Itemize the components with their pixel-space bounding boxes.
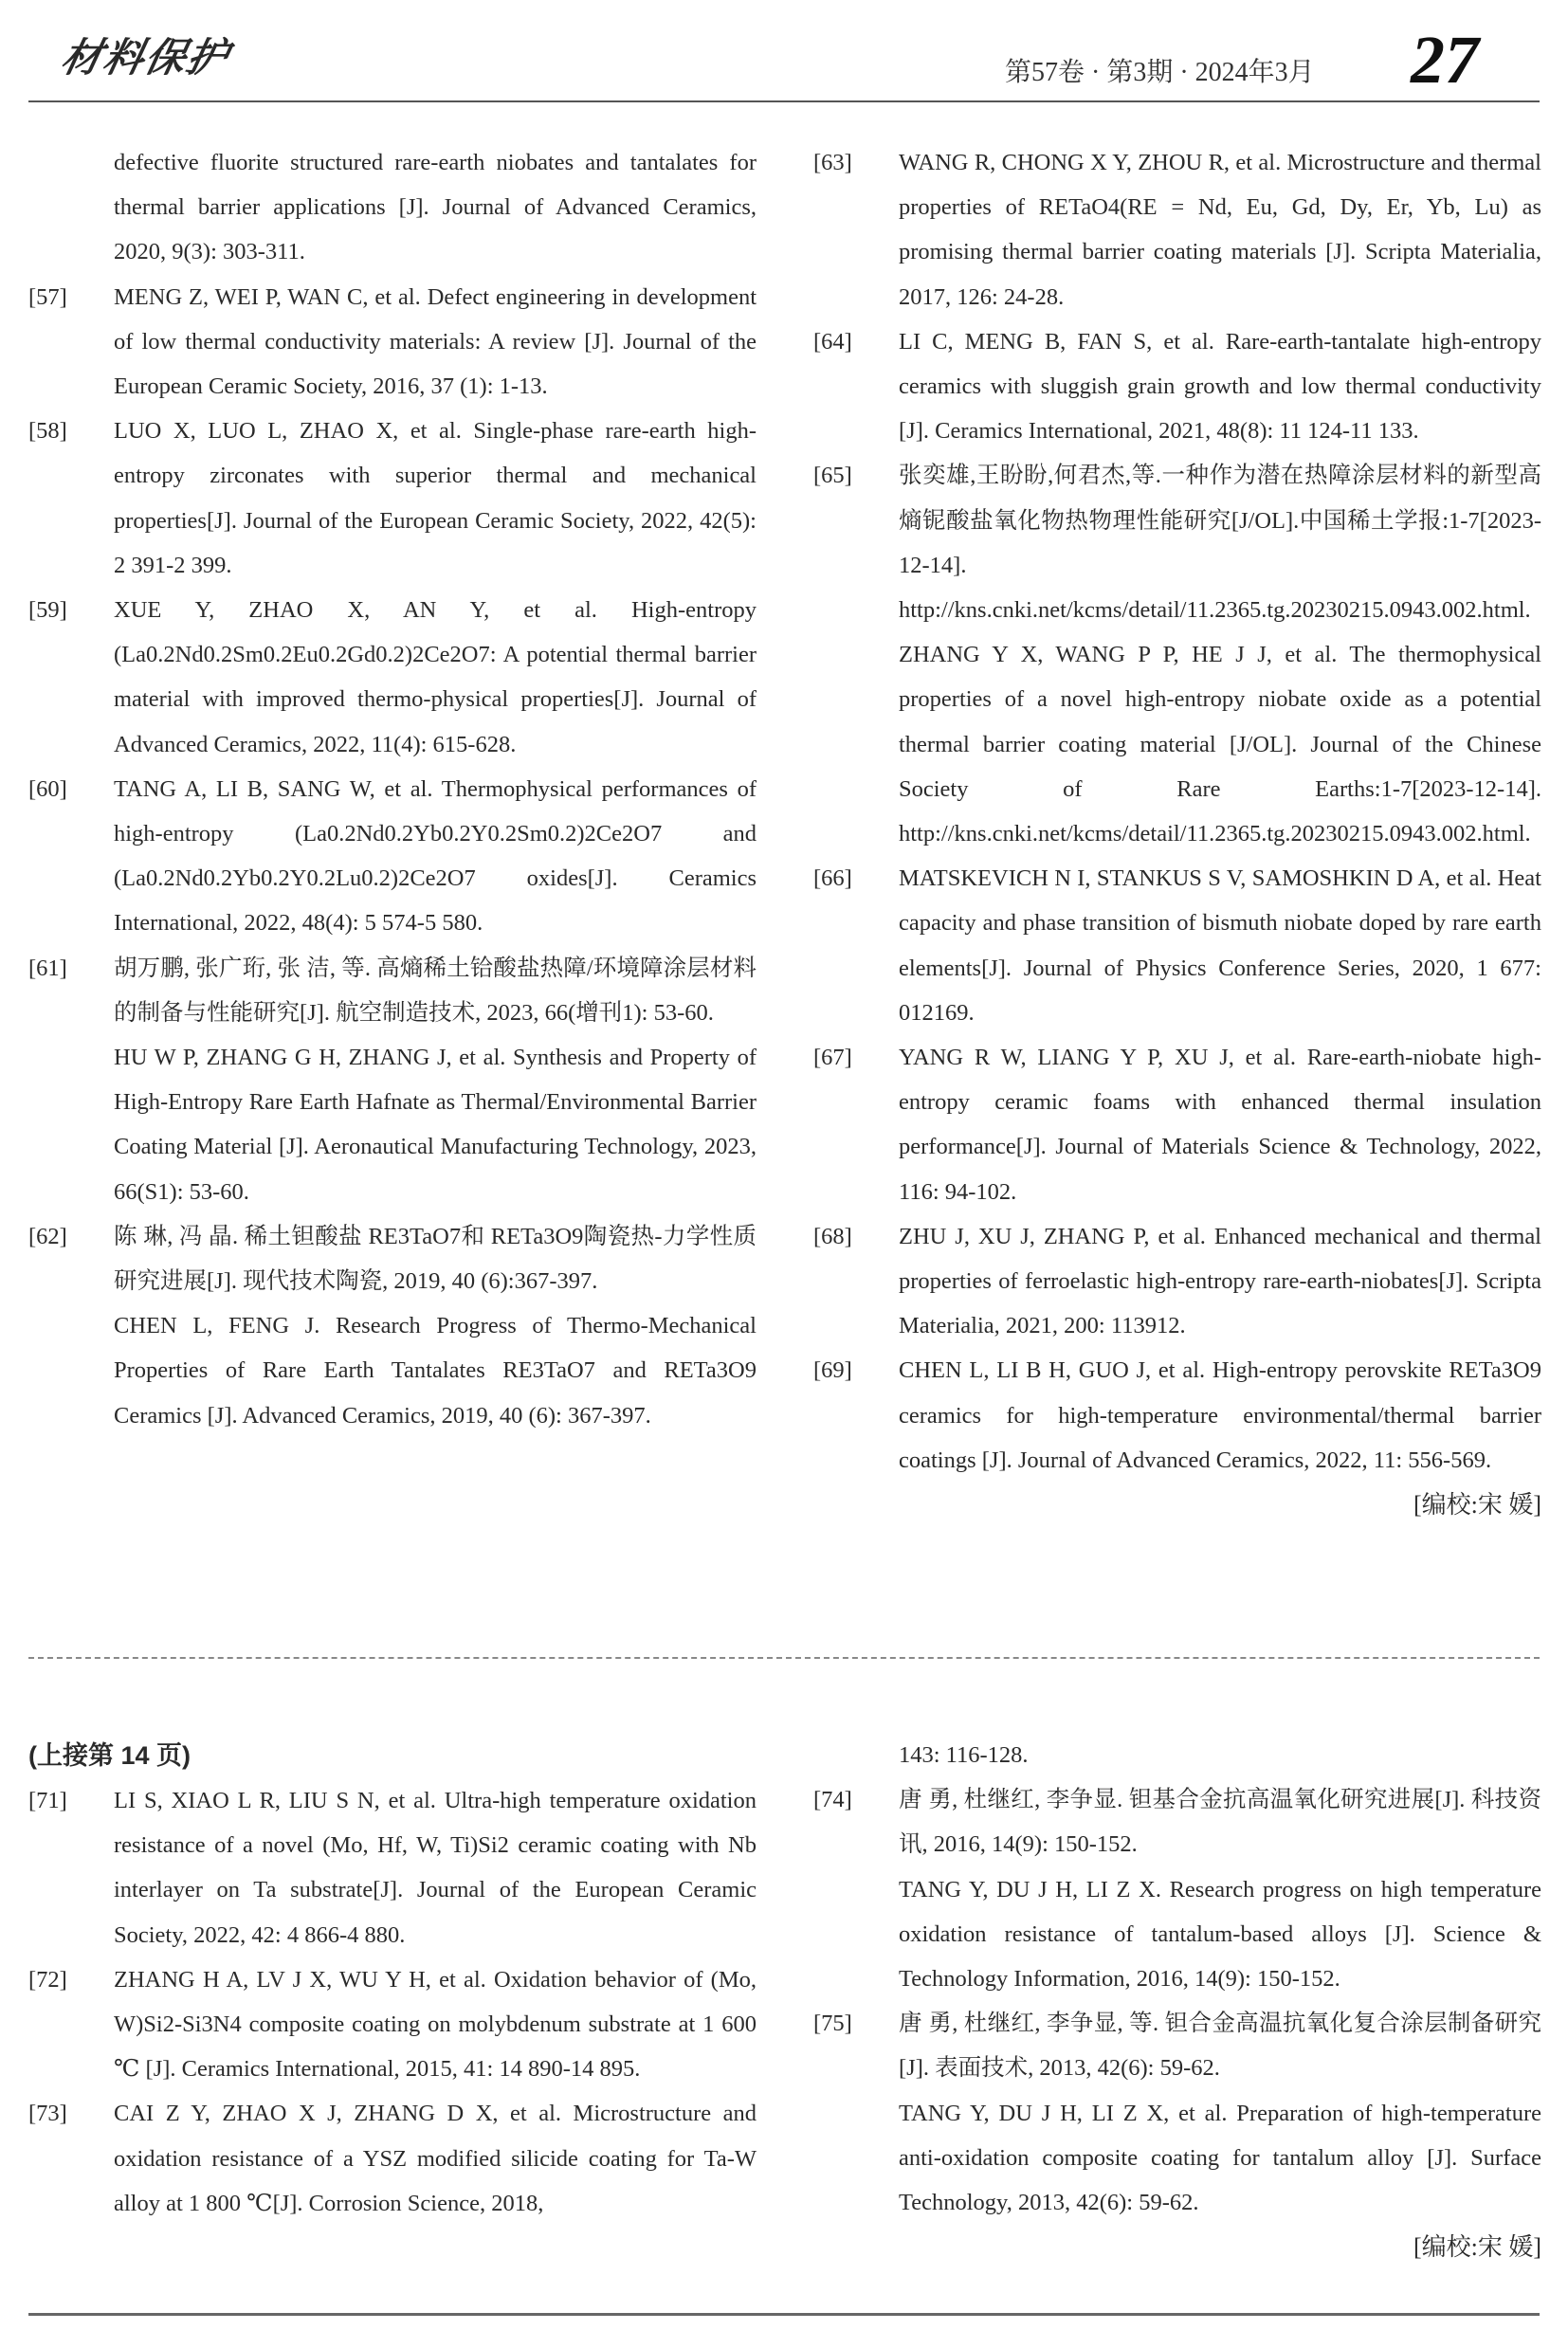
reference-continuation: defective fluorite structured rare-earth niobates and tantalates for thermal barrier applications [J]. Journal of Advanced Ceramics, 2020, 9(3): 303-311.	[114, 150, 757, 265]
reference-number: [73]	[28, 2101, 67, 2127]
reference-number: [67]	[813, 1045, 852, 1071]
editor-note: [编校:宋 媛]	[1413, 1491, 1541, 1520]
reference-number: [66]	[813, 865, 852, 892]
reference-75-english: TANG Y, DU J H, LI Z X, et al. Preparation of high-temperature anti-oxidation composite coating for tantalum alloy [J]. Surface Technology, 2013, 42(6): 59-62.	[899, 2100, 1541, 2216]
header-rule	[28, 100, 1540, 102]
page-header	[0, 0, 1568, 104]
reference-text: MATSKEVICH N I, STANKUS S V, SAMOSHKIN D A, et al. Heat capacity and phase transition of bismuth niobate doped by rare earth elements[J]. Journal of Physics Conference Series, 2020, 1 677: 012169.	[899, 865, 1541, 1026]
reference-number: [61]	[28, 955, 67, 981]
reference-64	[813, 319, 1541, 454]
reference-number: [71]	[28, 1788, 67, 1813]
reference-number: [62]	[28, 1223, 67, 1249]
reference-text: XUE Y, ZHAO X, AN Y, et al. High-entropy (La0.2Nd0.2Sm0.2Eu0.2Gd0.2)2Ce2O7: A potential thermal barrier material with improved thermo-physical properties[J]. Journal of Advanced Ceramics, 2022, 11(4): 615-628.	[114, 597, 757, 757]
reference-number: [63]	[813, 150, 852, 175]
reference-number: [57]	[28, 283, 67, 310]
reference-number: [65]	[813, 463, 852, 489]
reference-62	[28, 1214, 757, 1303]
reference-60	[28, 767, 757, 946]
reference-text: CAI Z Y, ZHAO X J, ZHANG D X, et al. Microstructure and oxidation resistance of a YSZ modified silicide coating for Ta-W alloy at 1 800 ℃[J]. Corrosion Science, 2018,	[114, 2101, 757, 2216]
reference-number: [69]	[813, 1357, 852, 1384]
page-number: 27	[1411, 22, 1479, 98]
reference-text: ZHU J, XU J, ZHANG P, et al. Enhanced mechanical and thermal properties of ferroelastic high-entropy rare-earth-niobates[J]. Scripta Materialia, 2021, 200: 113912.	[899, 1223, 1541, 1339]
reference-74	[813, 1777, 1541, 1866]
reference-59	[28, 588, 757, 767]
reference-text: LI C, MENG B, FAN S, et al. Rare-earth-tantalate high-entropy ceramics with sluggish grain growth and low thermal conductivity [J]. Ceramics International, 2021, 48(8): 11 124-11 133.	[899, 328, 1541, 445]
reference-58	[28, 409, 757, 588]
upper-left-column	[28, 140, 757, 1438]
reference-text: MENG Z, WEI P, WAN C, et al. Defect engineering in development of low thermal conductivity materials: A review [J]. Journal of the European Ceramic Society, 2016, 37 (1): 1-13.	[114, 283, 757, 400]
lower-left-column	[28, 1733, 757, 2226]
reference-number: [68]	[813, 1223, 852, 1249]
reference-text: 胡万鹏, 张广珩, 张 洁, 等. 高熵稀土铪酸盐热障/环境障涂层材料的制备与性能研究[J]. 航空制造技术, 2023, 66(增刊1): 53-60.	[114, 955, 757, 1026]
editor-note: [编校:宋 媛]	[1413, 2233, 1541, 2262]
reference-61-english: HU W P, ZHANG G H, ZHANG J, et al. Synthesis and Property of High-Entropy Rare Earth Hafnate as Thermal/Environmental Barrier Coating Material [J]. Aeronautical Manufacturing Technology, 2023, 66(S1): 53-60.	[114, 1045, 757, 1205]
reference-67	[813, 1035, 1541, 1214]
reference-number: [60]	[28, 775, 67, 802]
reference-number: [59]	[28, 597, 67, 624]
footer-rule	[28, 2313, 1540, 2316]
reference-text: ZHANG H A, LV J X, WU Y H, et al. Oxidation behavior of (Mo, W)Si2-Si3N4 composite coating on molybdenum substrate at 1 600 ℃ [J]. Ceramics International, 2015, 41: 14 890-14 895.	[114, 1966, 757, 2083]
reference-65-english: ZHANG Y X, WANG P P, HE J J, et al. The thermophysical properties of a novel high-entropy niobate oxide as a potential thermal barrier coating material [J/OL]. Journal of the Chinese Society of Rare Earths:1-7[2023-12-14]. http://kns.cnki.net/kcms/detail/11.2365.tg.20230215.0943.002.html.	[899, 642, 1541, 847]
reference-68	[813, 1214, 1541, 1349]
reference-text: 唐 勇, 杜继红, 李争显, 等. 钽合金高温抗氧化复合涂层制备研究[J]. 表面技术, 2013, 42(6): 59-62.	[899, 2011, 1541, 2082]
reference-number: [64]	[813, 328, 852, 355]
upper-right-column	[813, 140, 1541, 1527]
reference-62-english: CHEN L, FENG J. Research Progress of Thermo-Mechanical Properties of Rare Earth Tantalates RE3TaO7 and RETa3O9 Ceramics [J]. Advanced Ceramics, 2019, 40 (6): 367-397.	[114, 1313, 757, 1429]
continued-from-heading: (上接第 14 页)	[28, 1741, 191, 1770]
reference-63	[813, 140, 1541, 319]
reference-75	[813, 2001, 1541, 2090]
reference-text: 张奕雄,王盼盼,何君杰,等.一种作为潜在热障涂层材料的新型高熵铌酸盐氧化物热物理性能研究[J/OL].中国稀土学报:1-7[2023-12-14]. http://kns.cnki.net/kcms/detail/11.2365.tg.20230215.0943.002.html.	[899, 463, 1541, 624]
reference-73	[28, 2091, 757, 2226]
reference-74-english: TANG Y, DU J H, LI Z X. Research progress on high temperature oxidation resistance of tantalum-based alloys [J]. Science & Technology Information, 2016, 14(9): 150-152.	[899, 1876, 1541, 1993]
reference-number: [74]	[813, 1787, 852, 1813]
issue-info: 第57卷 · 第3期 · 2024年3月	[1005, 58, 1315, 87]
reference-69	[813, 1348, 1541, 1483]
reference-text: YANG R W, LIANG Y P, XU J, et al. Rare-earth-niobate high-entropy ceramic foams with enhanced thermal insulation performance[J]. Journal of Materials Science & Technology, 2022, 116: 94-102.	[899, 1045, 1541, 1205]
reference-text: CHEN L, LI B H, GUO J, et al. High-entropy perovskite RETa3O9 ceramics for high-temperature environmental/thermal barrier coatings [J]. Journal of Advanced Ceramics, 2022, 11: 556-569.	[899, 1357, 1541, 1473]
reference-71	[28, 1778, 757, 1957]
reference-61	[28, 946, 757, 1035]
reference-72	[28, 1957, 757, 2092]
reference-73-continuation: 143: 116-128.	[899, 1742, 1029, 1768]
reference-text: TANG A, LI B, SANG W, et al. Thermophysical performances of high-entropy (La0.2Nd0.2Yb0.2Y0.2Sm0.2)2Ce2O7 and (La0.2Nd0.2Yb0.2Y0.2Lu0.2)2Ce2O7 oxides[J]. Ceramics International, 2022, 48(4): 5 574-5 580.	[114, 775, 757, 937]
reference-number: [72]	[28, 1966, 67, 1993]
reference-number: [75]	[813, 2011, 852, 2037]
reference-text: 唐 勇, 杜继红, 李争显. 钽基合金抗高温氧化研究进展[J]. 科技资讯, 2016, 14(9): 150-152.	[899, 1787, 1541, 1858]
reference-text: 陈 琳, 冯 晶. 稀土钽酸盐 RE3TaO7和 RETa3O9陶瓷热-力学性质研究进展[J]. 现代技术陶瓷, 2019, 40 (6):367-397.	[114, 1223, 757, 1295]
reference-57	[28, 275, 757, 410]
reference-65	[813, 453, 1541, 632]
reference-text: WANG R, CHONG X Y, ZHOU R, et al. Microstructure and thermal properties of RETaO4(RE = Nd, Eu, Gd, Dy, Er, Yb, Lu) as promising thermal barrier coating materials [J]. Scripta Materialia, 2017, 126: 24-28.	[899, 150, 1541, 310]
reference-number: [58]	[28, 418, 67, 445]
reference-66	[813, 856, 1541, 1035]
section-divider	[28, 1657, 1540, 1659]
reference-text: LUO X, LUO L, ZHAO X, et al. Single-phase rare-earth high-entropy zirconates with superior thermal and mechanical properties[J]. Journal of the European Ceramic Society, 2022, 42(5): 2 391-2 399.	[114, 418, 757, 578]
reference-text: LI S, XIAO L R, LIU S N, et al. Ultra-high temperature oxidation resistance of a novel (Mo, Hf, W, Ti)Si2 ceramic coating with Nb interlayer on Ta substrate[J]. Journal of the European Ceramic Society, 2022, 42: 4 866-4 880.	[114, 1788, 757, 1948]
lower-right-column	[813, 1733, 1541, 2269]
journal-logo: 材料保护	[57, 34, 234, 81]
